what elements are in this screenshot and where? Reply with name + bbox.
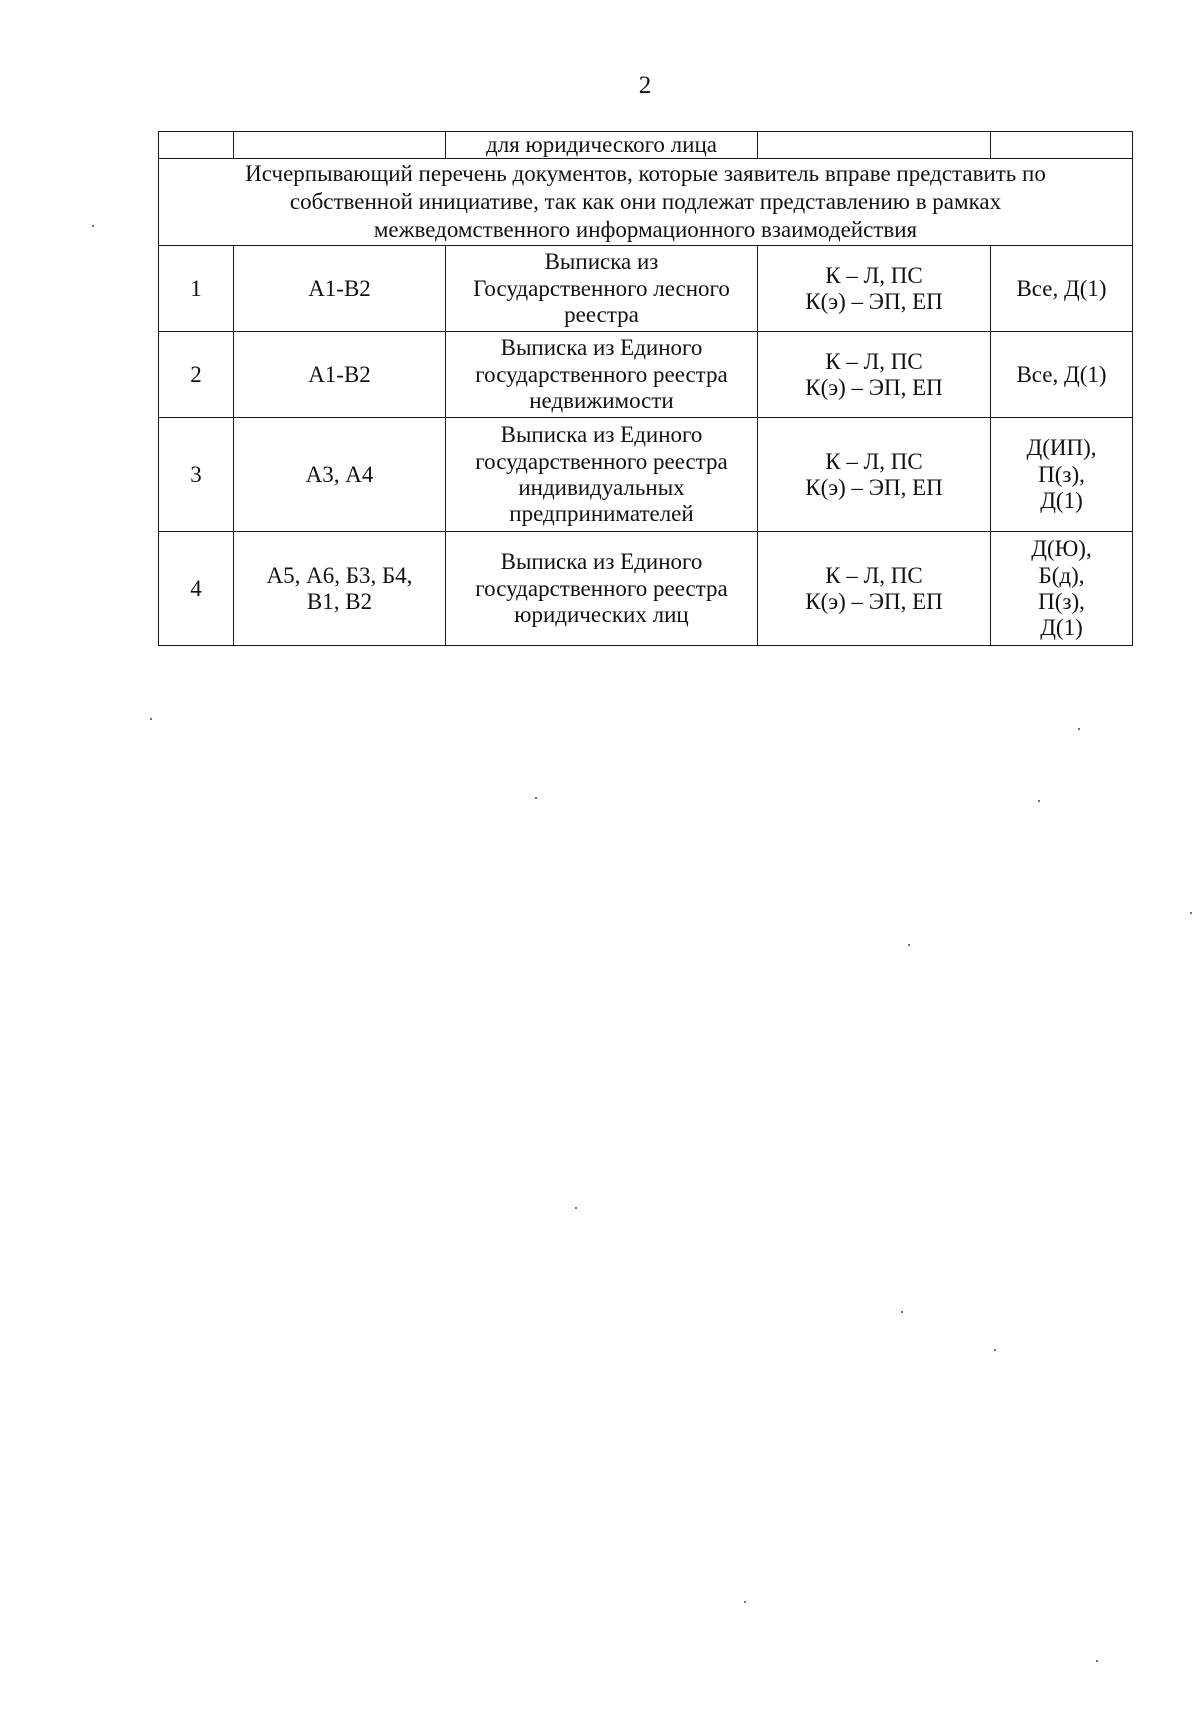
row-number: 4 — [159, 532, 234, 646]
form-line: К(э) – ЭП, ЕП — [805, 374, 943, 400]
row-number: 2 — [159, 332, 234, 418]
form-line: К – Л, ПС — [825, 262, 923, 288]
codes-cell — [234, 332, 446, 418]
document-line: Выписка из Единого — [500, 549, 703, 575]
row-number: 3 — [159, 418, 234, 532]
section-header-line: Исчерпывающий перечень документов, которые заявитель вправе представить по — [245, 161, 1046, 187]
table-row — [159, 332, 1133, 418]
scan-speck — [744, 1601, 746, 1603]
document-line: Государственного лесного — [473, 275, 730, 301]
document-line: реестра — [564, 302, 639, 328]
section-header-row — [159, 159, 1133, 246]
applicants-line: Б(д), — [1038, 562, 1085, 588]
scan-speck — [535, 797, 537, 799]
table-cell — [234, 132, 446, 159]
codes-line: А5, А6, Б3, Б4, — [266, 562, 413, 588]
row-number: 1 — [159, 246, 234, 332]
scan-speck — [575, 1207, 577, 1209]
codes-line: В1, В2 — [306, 588, 373, 614]
document-line: Выписка из Единого — [500, 422, 703, 448]
applicants-cell — [991, 418, 1133, 532]
scan-speck — [901, 1311, 903, 1313]
document-line: Выписка из Единого — [500, 335, 703, 361]
scan-speck — [908, 944, 910, 946]
document-line: государственного реестра — [475, 448, 728, 474]
codes-cell — [234, 532, 446, 646]
form-line: К(э) – ЭП, ЕП — [805, 588, 943, 614]
applicants-line: П(з), — [1038, 588, 1085, 614]
document-line: Выписка из — [544, 249, 659, 275]
form-cell — [758, 332, 991, 418]
applicants-line: П(з), — [1038, 461, 1085, 487]
documents-table — [158, 131, 1133, 646]
document-line: предпринимателей — [509, 501, 694, 527]
document-cell — [446, 246, 758, 332]
scan-speck — [150, 718, 152, 720]
document-line: юридических лиц — [514, 602, 689, 628]
scan-speck — [1038, 800, 1040, 802]
scan-speck — [1078, 728, 1080, 730]
form-cell — [758, 246, 991, 332]
applicants-line: Все, Д(1) — [1016, 361, 1107, 387]
document-cell — [446, 332, 758, 418]
form-cell — [758, 532, 991, 646]
document-line: государственного реестра — [475, 575, 728, 601]
form-line: К – Л, ПС — [825, 448, 923, 474]
codes-line: А3, А4 — [305, 461, 374, 487]
applicants-cell — [991, 532, 1133, 646]
applicants-line: Д(Ю), — [1031, 536, 1092, 562]
form-line: К – Л, ПС — [825, 562, 923, 588]
page-number: 2 — [638, 72, 652, 99]
codes-line: А1-В2 — [308, 361, 371, 387]
table-row — [159, 532, 1133, 646]
table-cell: для юридического лица — [446, 132, 758, 159]
scan-speck — [92, 225, 94, 227]
codes-cell — [234, 418, 446, 532]
applicants-line: Д(1) — [1040, 488, 1083, 514]
form-line: К(э) – ЭП, ЕП — [805, 288, 943, 314]
applicants-line: Д(ИП), — [1026, 435, 1097, 461]
section-header-cell — [159, 159, 1133, 246]
applicants-cell — [991, 246, 1133, 332]
table-cell — [159, 132, 234, 159]
form-line: К – Л, ПС — [825, 348, 923, 374]
applicants-line: Все, Д(1) — [1016, 275, 1107, 301]
codes-cell — [234, 246, 446, 332]
table-cell — [991, 132, 1133, 159]
form-cell — [758, 418, 991, 532]
document-line: государственного реестра — [475, 361, 728, 387]
table-row — [159, 418, 1133, 532]
scan-speck — [1096, 1660, 1098, 1662]
table-row — [159, 132, 1133, 159]
form-line: К(э) – ЭП, ЕП — [805, 474, 943, 500]
scan-speck — [994, 1349, 996, 1351]
document-cell — [446, 532, 758, 646]
section-header-line: собственной инициативе, так как они подлежат представлению в рамках — [289, 189, 1002, 215]
document-cell — [446, 418, 758, 532]
document-line: индивидуальных — [518, 474, 685, 500]
table-cell — [758, 132, 991, 159]
section-header-line: межведомственного информационного взаимодействия — [373, 217, 918, 243]
table-row — [159, 246, 1133, 332]
applicants-line: Д(1) — [1040, 615, 1083, 641]
codes-line: А1-В2 — [308, 275, 371, 301]
document-line: недвижимости — [529, 388, 674, 414]
applicants-cell — [991, 332, 1133, 418]
scan-speck — [1190, 912, 1192, 914]
